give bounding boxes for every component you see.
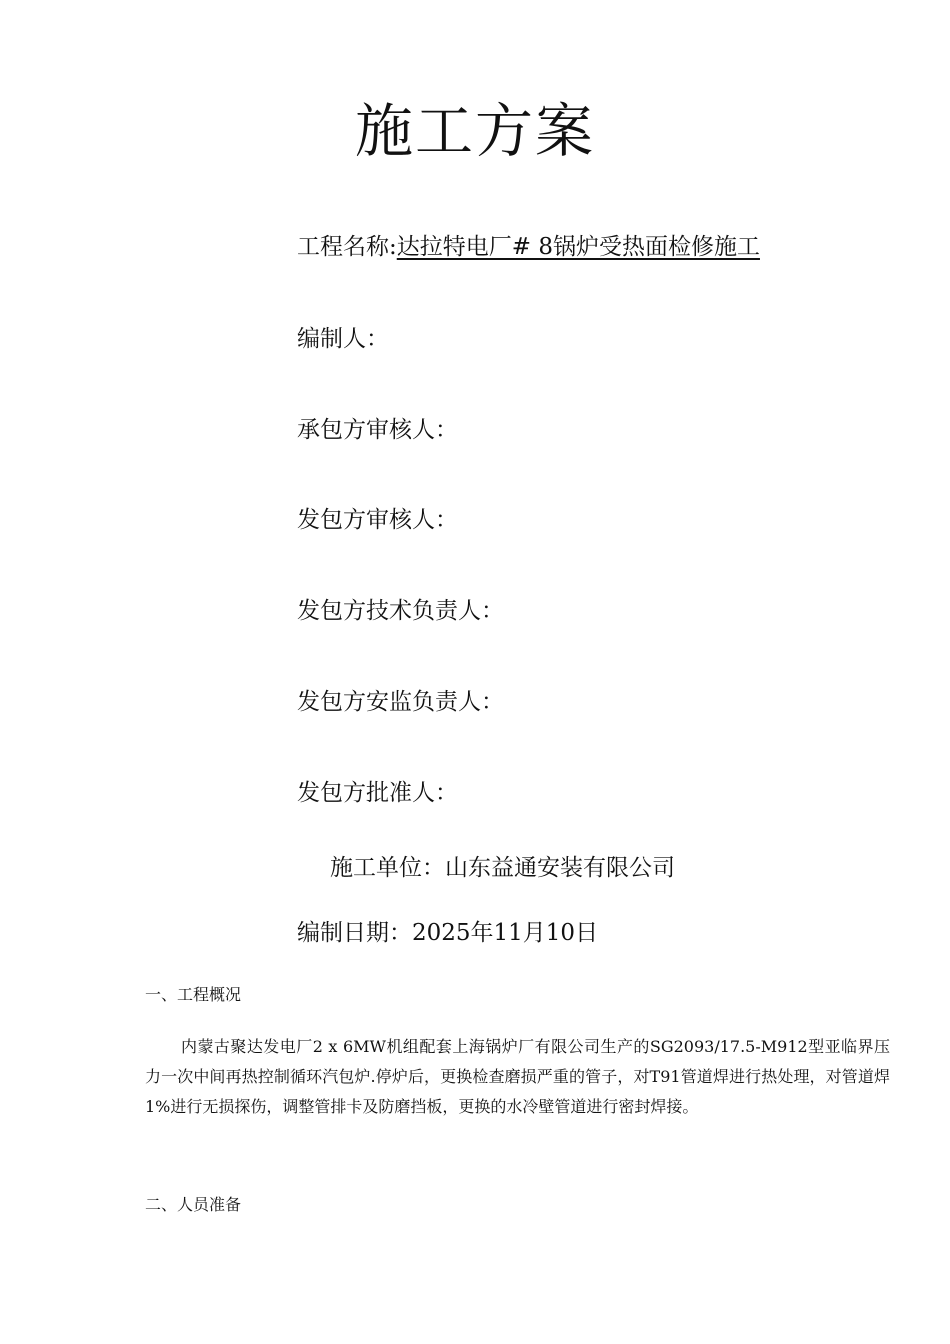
project-name-field bbox=[297, 232, 760, 262]
section-body-overview: 内蒙古聚达发电厂2 x 6MW机组配套上海锅炉厂有限公司生产的SG2093/17.5-M912型亚临界压力一次中间再热控制循环汽包炉.停炉后，更换检查磨损严重的管子，对T91管道焊进行热处理，对管道焊 1%进行无损探伤，调整管排卡及防磨挡板，更换的水冷壁管道进行密封焊接。 bbox=[145, 1037, 890, 1116]
section-heading-personnel: 二、人员准备 bbox=[145, 1195, 242, 1214]
compile-date-label: 编制日期： bbox=[297, 920, 412, 946]
construction-unit-label: 施工单位： bbox=[330, 855, 445, 881]
owner-approver-field: 发包方批准人： bbox=[297, 780, 458, 806]
owner-reviewer-field: 发包方审核人： bbox=[297, 507, 458, 533]
project-name-label: 工程名称: bbox=[297, 234, 397, 260]
owner-safety-lead-field: 发包方安监负责人： bbox=[297, 689, 504, 715]
owner-technical-lead-field: 发包方技术负责人： bbox=[297, 598, 504, 624]
compile-date-value: 2025年11月10日 bbox=[412, 920, 599, 946]
section-heading-overview: 一、工程概况 bbox=[145, 985, 242, 1004]
project-name-value: 达拉特电厂# 8锅炉受热面检修施工 bbox=[396, 234, 760, 260]
contractor-reviewer-field: 承包方审核人： bbox=[297, 417, 458, 443]
construction-unit-field bbox=[330, 853, 675, 883]
compile-date-field bbox=[297, 918, 598, 948]
editor-field: 编制人： bbox=[297, 326, 389, 352]
document-title: 施工方案 bbox=[354, 97, 595, 165]
construction-unit-value: 山东益通安装有限公司 bbox=[445, 855, 675, 881]
